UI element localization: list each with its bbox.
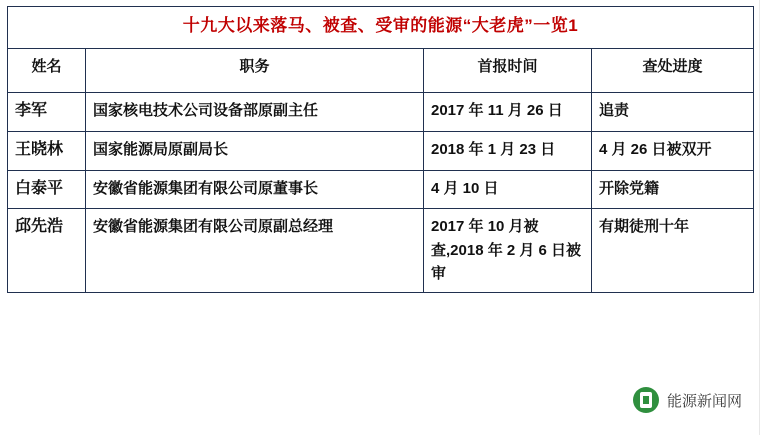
column-header-progress: 查处进度 xyxy=(592,49,754,93)
table-title-row xyxy=(8,7,754,49)
table-row xyxy=(8,93,754,132)
table-row xyxy=(8,209,754,293)
row-name-value: 李军 xyxy=(15,102,48,119)
row-name-value: 王晓林 xyxy=(15,140,64,158)
row-post-value: 国家能源局原副局长 xyxy=(93,140,229,158)
row-post-value: 安徽省能源集团有限公司原副总经理 xyxy=(93,218,334,236)
energy-tigers-table xyxy=(7,6,754,293)
cell-first-report xyxy=(424,93,592,132)
row-first-report-value: 4 月 10 日 xyxy=(431,179,499,197)
row-name-value: 邱先浩 xyxy=(15,218,64,236)
column-header-post: 职务 xyxy=(86,49,424,93)
watermark-label: 能源新闻网 xyxy=(666,392,742,410)
cell-progress xyxy=(592,209,754,293)
left-margin xyxy=(0,0,6,435)
table-header-row xyxy=(8,49,754,93)
column-header-name: 姓名 xyxy=(8,49,86,93)
cell-progress xyxy=(592,170,754,209)
row-first-report-value: 2017 年 11 月 26 日 xyxy=(431,102,563,119)
cell-progress xyxy=(592,93,754,132)
column-header-first-report: 首报时间 xyxy=(424,49,592,93)
cell-progress xyxy=(592,131,754,170)
cell-post xyxy=(86,131,424,170)
table-row xyxy=(8,170,754,209)
cell-post xyxy=(86,209,424,293)
row-post-value: 安徽省能源集团有限公司原董事长 xyxy=(93,179,319,197)
cell-name xyxy=(8,131,86,170)
cell-first-report xyxy=(424,170,592,209)
table-title-cell xyxy=(8,7,754,49)
row-progress-value: 开除党籍 xyxy=(599,179,660,197)
cell-name xyxy=(8,170,86,209)
cell-first-report xyxy=(424,131,592,170)
cell-name xyxy=(8,93,86,132)
cell-post xyxy=(86,93,424,132)
page-title: 十九大以来落马、被查、受审的能源“大老虎”一览1 xyxy=(182,16,579,35)
leaf-logo-icon xyxy=(633,387,659,413)
watermark xyxy=(633,387,742,413)
row-progress-value: 4 月 26 日被双开 xyxy=(599,140,712,158)
cell-name xyxy=(8,209,86,293)
cell-post xyxy=(86,170,424,209)
row-progress-value: 追责 xyxy=(599,102,630,119)
row-progress-value: 有期徒刑十年 xyxy=(599,218,690,236)
row-first-report-value: 2017 年 10 月被查,2018 年 2 月 6 日被审 xyxy=(431,218,582,282)
row-first-report-value: 2018 年 1 月 23 日 xyxy=(431,140,556,158)
table-row xyxy=(8,131,754,170)
cell-first-report xyxy=(424,209,592,293)
row-name-value: 白泰平 xyxy=(15,179,64,197)
row-post-value: 国家核电技术公司设备部原副主任 xyxy=(93,102,319,119)
